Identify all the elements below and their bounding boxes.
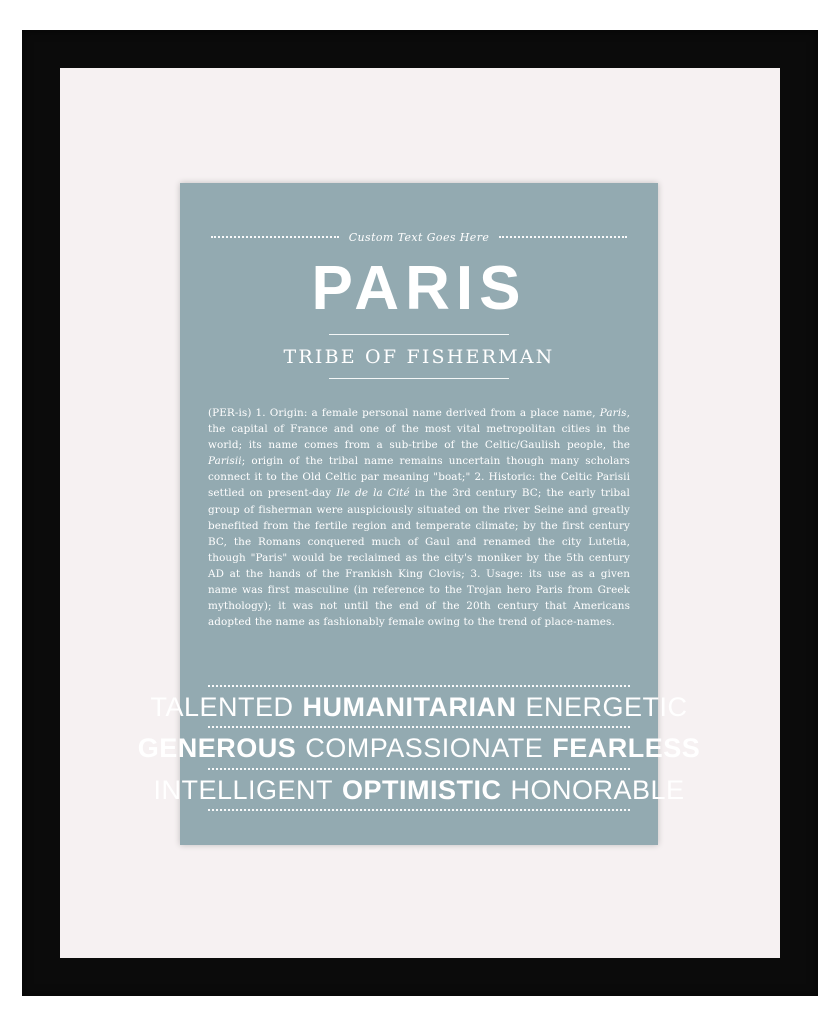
traits-divider-top bbox=[208, 685, 630, 687]
trait-row-1 bbox=[150, 687, 688, 726]
definition-text: (PER-is) 1. Origin: a female personal name derived from a place name, Paris, the capital of France and one of the most vital metropolitan cities in the world; its name comes from a sub-tribe of the Celtic/Gaulish people, the Parisii; origin of the tribal name remains uncertain though many scholars connect it to the Old Celtic par meaning "boat;" 2. Historic: the Celtic Parisii settled on present-day Ile de la Cité in the 3rd century BC; the early tribal group of fisherman were auspiciously situated on the river Seine and greatly benefited from the fertile region and temperate climate; by the first century BC, the Romans conquered much of Gaul and renamed the city Lutetia, though "Paris" would be reclaimed as the city's moniker by the 5th century AD at the hands of the Frankish King Clovis; 3. Usage: its use as a given name was first masculine (in reference to the Trojan hero Paris from Greek mythology); it was not until the end of the 20th century that Americans adopted the name as fashionably female owing to the trend of place-names. bbox=[208, 407, 630, 629]
art-print bbox=[137, 183, 701, 845]
name-meaning: TRIBE OF FISHERMAN bbox=[283, 346, 555, 368]
dotted-divider-right bbox=[499, 236, 627, 239]
mat-board bbox=[60, 68, 780, 958]
trait-word: OPTIMISTIC bbox=[342, 774, 502, 805]
traits-block bbox=[137, 685, 701, 811]
trait-row-2 bbox=[137, 728, 701, 767]
divider-below-meaning bbox=[329, 378, 509, 379]
trait-word: ENERGETIC bbox=[525, 691, 688, 722]
traits-divider-1 bbox=[208, 726, 630, 728]
traits-divider-2 bbox=[208, 768, 630, 770]
trait-word: TALENTED bbox=[150, 691, 294, 722]
trait-word: GENEROUS bbox=[137, 733, 297, 764]
trait-word: HONORABLE bbox=[510, 774, 685, 805]
custom-text-row bbox=[208, 231, 630, 244]
trait-row-3 bbox=[153, 770, 685, 809]
name-title: PARIS bbox=[311, 254, 527, 323]
dotted-divider-left bbox=[211, 236, 339, 239]
trait-word: INTELLIGENT bbox=[153, 774, 333, 805]
picture-frame bbox=[22, 30, 818, 996]
trait-word: FEARLESS bbox=[552, 733, 701, 764]
trait-word: COMPASSIONATE bbox=[305, 733, 544, 764]
trait-word: HUMANITARIAN bbox=[302, 691, 517, 722]
traits-divider-bottom bbox=[208, 809, 630, 811]
custom-text: Custom Text Goes Here bbox=[348, 231, 490, 244]
divider-above-meaning bbox=[329, 334, 509, 335]
